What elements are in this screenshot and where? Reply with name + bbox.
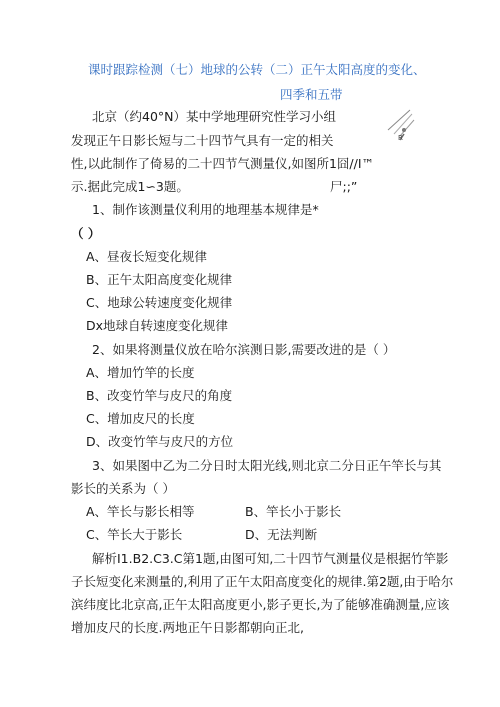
analysis-line-4: 增加皮尺的长度.两地正午日影都朝向正北, <box>71 620 304 635</box>
q2-option-c: C、增加皮尺的长度 <box>86 411 195 426</box>
q3-stem-line-2: 影长的关系为（ ） <box>71 481 175 496</box>
q3-stem-line-1: 3、如果图中乙为二分日时太阳光线,则北京二分日正午竿长与其 <box>92 458 442 473</box>
q2-stem: 2、如果将测量仪放在哈尔滨测日影,需要改进的是（ ） <box>92 342 396 357</box>
page-title-line-2: 四季和五带 <box>280 87 343 102</box>
intro-line-1: 北京（约40°N）某中学地理研究性学习小组 <box>92 109 337 124</box>
q3-option-a: A、竿长与影长相等 <box>86 504 195 519</box>
intro-line-2: 发现正午日影长短与二十四节气具有一定的相关 <box>71 133 334 148</box>
page-title-line-1: 课时跟踪检测（七）地球的公转（二）正午太阳高度的变化、 <box>88 62 426 77</box>
analysis-line-3: 滨纬度比北京高,正午太阳高度更小,影子更长,为了能够准确测量,应该 <box>71 597 450 612</box>
q1-option-a: A、昼夜长短变化规律 <box>86 249 208 264</box>
analysis-line-2: 子长短变化来测量的,利用了正午太阳高度变化的规律.第2题,由于哈尔 <box>71 574 454 589</box>
q2-option-a: A、增加竹竿的长度 <box>86 365 195 380</box>
intro-line-4-tail: 尸;;” <box>330 179 358 194</box>
q1-stem: 1、制作该测量仪利用的地理基本规律是* <box>92 202 319 217</box>
q1-option-c: C、地球公转速度变化规律 <box>86 295 233 310</box>
q3-option-c: C、竿长大于影长 <box>86 527 183 542</box>
figure-label: R <box>398 134 403 142</box>
q1-answer-paren: （ ） <box>71 226 101 241</box>
figure-sketch-icon <box>380 100 430 155</box>
analysis-line-1: 解析I1.B2.C3.C第1题,由图可知,二十四节气测量仪是根据竹竿影 <box>92 551 449 566</box>
q1-option-b: B、正午太阳高度变化规律 <box>86 272 233 287</box>
intro-line-3: 性,以此制作了倚易的二十四节气测量仪,如图所1囧//I™ <box>71 156 375 171</box>
q3-option-d: D、无法判断 <box>245 527 318 542</box>
q2-option-d: D、改变竹竿与皮尺的方位 <box>86 434 234 449</box>
q3-option-b: B、竿长小于影长 <box>245 504 342 519</box>
q1-option-d: Dx地球自转速度变化规律 <box>86 318 229 333</box>
q2-option-b: B、改变竹竿与皮尺的角度 <box>86 388 233 403</box>
intro-line-4: 示.据此完成1∽3题。 <box>71 179 189 194</box>
measuring-instrument-figure <box>380 100 430 155</box>
